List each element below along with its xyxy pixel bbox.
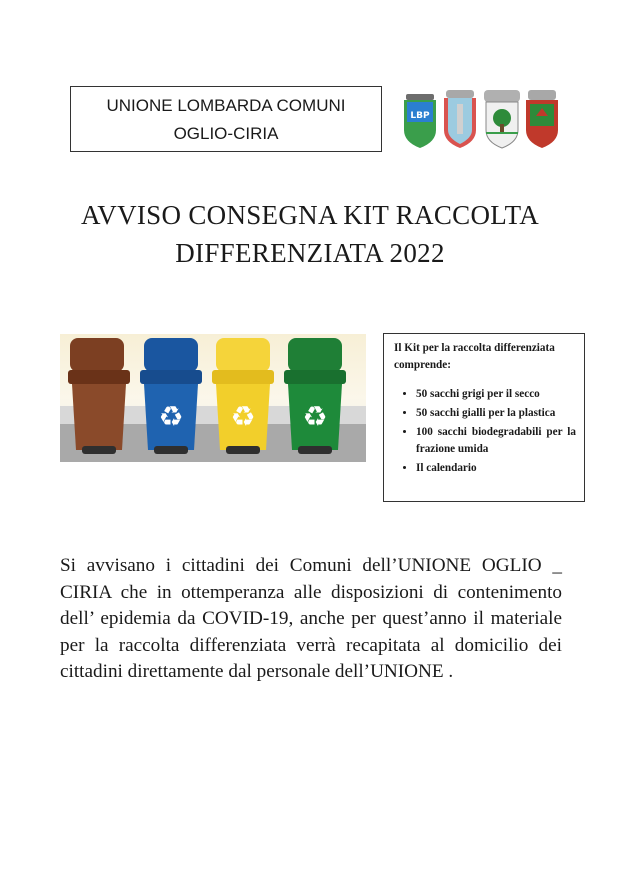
kit-item: • 100 sacchi biodegradabili per la frazione umida	[416, 424, 576, 458]
kit-item: • 50 sacchi grigi per il secco	[416, 386, 576, 403]
svg-text:♻: ♻	[230, 400, 256, 433]
organization-name-box	[70, 86, 382, 152]
svg-text:♻: ♻	[302, 400, 328, 433]
municipal-crests	[400, 86, 562, 152]
kit-contents-box	[383, 333, 585, 502]
notice-title-line2: DIFFERENZIATA 2022	[175, 238, 445, 268]
municipal-crest-icon	[444, 90, 476, 148]
municipal-crest-icon	[484, 90, 520, 148]
kit-item: • 50 sacchi gialli per la plastica	[416, 405, 576, 422]
yellow-recycle-bin-icon	[212, 338, 274, 454]
brown-bin-icon	[68, 338, 130, 454]
svg-text:♻: ♻	[158, 400, 184, 433]
kit-items-list	[394, 386, 576, 477]
kit-item: • Il calendario	[416, 460, 576, 477]
organization-name-line1: UNIONE LOMBARDA COMUNI	[106, 96, 346, 115]
notice-title	[40, 196, 580, 272]
waste-bins-illustration	[60, 334, 366, 462]
notice-body: Si avvisano i cittadini dei Comuni dell’UNIONE OGLIO _ CIRIA che in ottemperanza alle disposizioni di contenimento dell’ epidemia da COVID-19, anche per quest’anno il materiale per la raccolta differenziata verrà recapitata al domicilio dei cittadini direttamente dal personale dell’UNIONE .	[60, 555, 562, 682]
notice-title-line1: AVVISO CONSEGNA KIT RACCOLTA	[80, 200, 540, 230]
svg-text:LBP: LBP	[410, 111, 430, 121]
green-recycle-bin-icon	[284, 338, 346, 454]
kit-intro: Il Kit per la raccolta differenziata comprende:	[394, 342, 555, 371]
blue-recycle-bin-icon	[140, 338, 202, 454]
municipal-crest-icon	[526, 90, 558, 148]
municipal-crest-icon	[404, 94, 436, 148]
organization-name-line2: OGLIO-CIRIA	[173, 124, 279, 143]
